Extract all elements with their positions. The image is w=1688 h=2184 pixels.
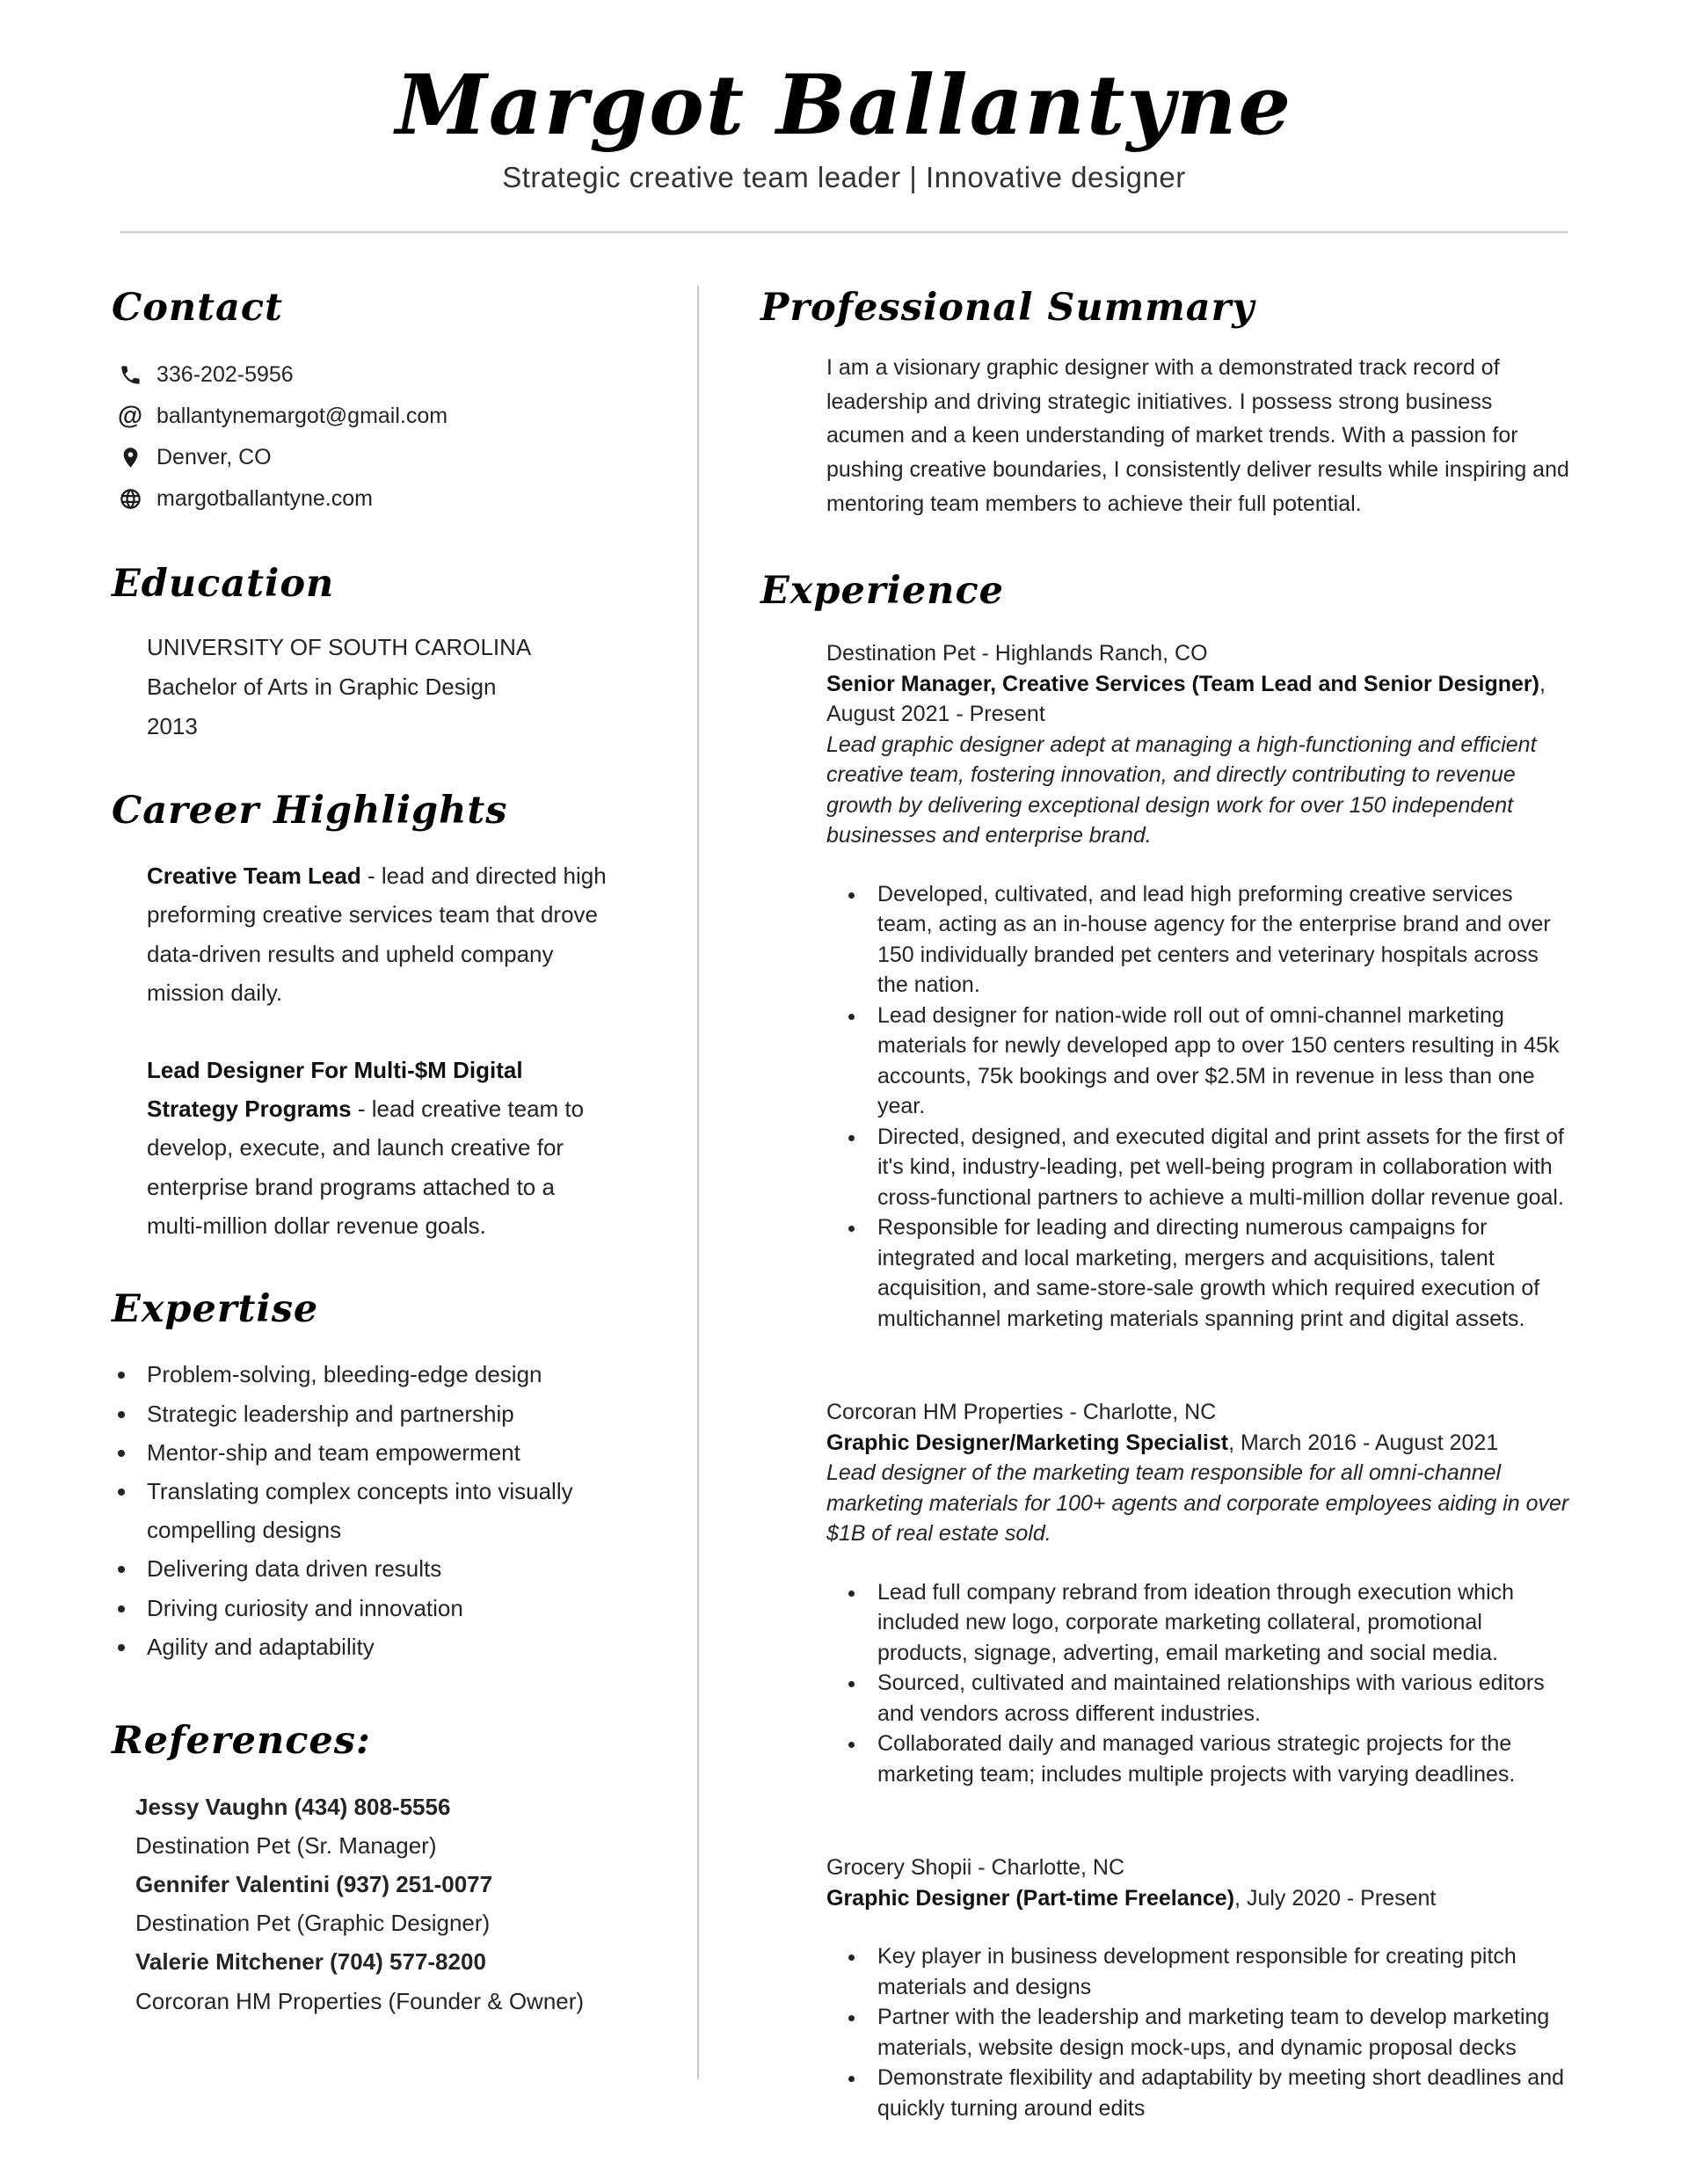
job-bullet: • Responsible for leading and directing numerous campaigns for integrated and local marketing, mergers and acquisitions, talent acquisition, and same-store-sale growth which required execution of multichannel marketing materials spanning print and digital assets. <box>867 1212 1574 1334</box>
content-columns <box>0 286 1688 2123</box>
job-dates: , March 2016 - August 2021 <box>1228 1430 1499 1455</box>
job-bullet: • Lead designer for nation-wide roll out of omni-channel marketing materials for newly developed app to over 150 centers resulting in 45k accounts, 75k bookings and over $2.5M in revenue in less than one year. <box>867 1001 1574 1122</box>
job-title: Senior Manager, Creative Services (Team Lead and Senior Designer) <box>826 671 1539 696</box>
job-company: Corcoran HM Properties - Charlotte, NC <box>826 1400 1217 1425</box>
job-bullet: • Key player in business development responsible for creating pitch materials and designs <box>867 1941 1574 2002</box>
expertise-item: • Strategic leadership and partnership <box>138 1394 609 1433</box>
header-divider <box>120 231 1568 233</box>
expertise-item: • Delivering data driven results <box>138 1549 609 1588</box>
job-bullet-list <box>826 1577 1574 1790</box>
reference-name-phone: Valerie Mitchener (704) 577-8200 <box>135 1948 486 1976</box>
job-title: Graphic Designer (Part-time Freelance) <box>826 1885 1235 1911</box>
globe-icon <box>117 485 143 512</box>
expertise-item: • Driving curiosity and innovation <box>138 1589 609 1627</box>
job-title: Graphic Designer/Marketing Specialist <box>826 1430 1229 1455</box>
job-bullet-list <box>826 1941 1574 2123</box>
contact-heading: Contact <box>112 286 283 331</box>
job-summary: Lead graphic designer adept at managing a high-functioning and efficient creative team, fostering innovation, and directly contributing to revenue growth by delivering exceptional design work for over 150 independent businesses and enterprise brand. <box>826 732 1537 848</box>
career-highlight-text: - lead and directed high preforming creative services team that drove data-driven results and upheld company mission daily. <box>147 863 607 1006</box>
contact-email-value: ballantynemargot@gmail.com <box>156 403 448 428</box>
expertise-list <box>112 1355 609 1666</box>
expertise-item: • Agility and adaptability <box>138 1627 609 1666</box>
career-highlights-list <box>112 856 609 1245</box>
job-company: Destination Pet - Highlands Ranch, CO <box>826 641 1208 666</box>
references-list <box>112 1787 609 2020</box>
job-bullet: • Developed, cultivated, and lead high preforming creative services team, acting as an in-house agency for the enterprise brand and over 150 individually branded pet centers and veterinary hospitals across the nation. <box>867 879 1574 1001</box>
expertise-item: • Mentor-ship and team empowerment <box>138 1433 609 1472</box>
contact-list <box>112 354 609 520</box>
reference-org: Corcoran HM Properties (Founder & Owner) <box>135 1987 585 2014</box>
career-highlight-title: Lead Designer For Multi-$M Digital Strategy Programs <box>147 1056 523 1123</box>
contact-phone-row <box>117 354 609 396</box>
education-year: 2013 <box>147 712 198 739</box>
career-highlight-item <box>147 1051 609 1245</box>
contact-website-value: margotballantyne.com <box>156 485 373 511</box>
job-bullet: • Partner with the leadership and marketing team to develop marketing materials, website design mock-ups, and dynamic proposal decks <box>867 2002 1574 2063</box>
job-bullet: • Directed, designed, and executed digital and print assets for the first of it's kind, industry-leading, pet well-being program in collaboration with cross-functional partners to achieve a multi-million dollar revenue goal. <box>867 1122 1574 1213</box>
education-entry <box>112 628 609 746</box>
phone-icon <box>117 361 143 388</box>
expertise-heading: Expertise <box>112 1286 319 1331</box>
job-bullet: • Collaborated daily and managed various strategic projects for the marketing team; includes multiple projects with varying deadlines. <box>867 1729 1574 1789</box>
reference-org: Destination Pet (Graphic Designer) <box>135 1910 491 1937</box>
job-bullet: • Sourced, cultivated and maintained relationships with various editors and vendors across different industries. <box>867 1668 1574 1729</box>
professional-summary-text: I am a visionary graphic designer with a demonstrated track record of leadership and driving strategic initiatives. I possess strong business acumen and a keen understanding of market trends. With a passion for pushing creative boundaries, I consistently deliver results while inspiring and mentoring team members to achieve their full potential. <box>826 354 1569 516</box>
job-entry-corcoran <box>760 1397 1574 1789</box>
professional-summary-heading: Professional Summary <box>760 286 1255 331</box>
job-bullet: • Lead full company rebrand from ideation through execution which included new logo, corporate marketing collateral, promotional products, signage, adverting, email marketing and social media. <box>867 1577 1574 1669</box>
career-highlight-title: Creative Team Lead <box>147 863 361 890</box>
reference-name-phone: Jessy Vaughn (434) 808-5556 <box>135 1793 451 1820</box>
career-highlight-item <box>147 856 609 1012</box>
job-entry-grocery-shopii <box>760 1853 1574 2123</box>
experience-heading: Experience <box>760 568 1004 613</box>
job-company: Grocery Shopii - Charlotte, NC <box>826 1855 1125 1881</box>
expertise-item: • Problem-solving, bleeding-edge design <box>138 1355 609 1394</box>
contact-website-row <box>117 478 609 520</box>
contact-location-value: Denver, CO <box>156 444 272 470</box>
contact-email-row <box>117 396 609 437</box>
reference-org: Destination Pet (Sr. Manager) <box>135 1831 437 1859</box>
tagline: Strategic creative team leader | Innovative designer <box>502 161 1186 194</box>
right-column <box>699 286 1688 2123</box>
job-bullet-list <box>826 879 1574 1335</box>
left-column <box>0 286 697 2020</box>
education-school: UNIVERSITY OF SOUTH CAROLINA <box>147 634 532 661</box>
references-heading: References: <box>112 1718 371 1763</box>
job-title-line <box>826 1428 1574 1459</box>
job-dates: August 2021 - Present <box>826 702 1045 727</box>
job-title-suffix: , <box>1539 671 1546 696</box>
job-entry-destination-pet <box>760 638 1574 1334</box>
job-title-line <box>826 669 1574 700</box>
resume-header <box>0 0 1688 233</box>
job-dates: , July 2020 - Present <box>1234 1885 1437 1911</box>
location-pin-icon <box>117 444 143 470</box>
contact-location-row <box>117 437 609 478</box>
career-highlight-text: - lead creative team to develop, execute, and launch creative for enterprise brand programs attached to a multi-million dollar revenue goals. <box>147 1096 585 1239</box>
career-highlights-heading: Career Highlights <box>112 788 508 833</box>
job-title-line <box>826 1883 1574 1914</box>
reference-name-phone: Gennifer Valentini (937) 251-0077 <box>135 1870 493 1897</box>
education-degree: Bachelor of Arts in Graphic Design <box>147 673 497 701</box>
contact-phone-value: 336-202-5956 <box>156 361 294 387</box>
job-bullet: • Demonstrate flexibility and adaptability by meeting short deadlines and quickly turning around edits <box>867 2063 1574 2123</box>
person-name: Margot Ballantyne <box>395 57 1293 154</box>
job-summary: Lead designer of the marketing team responsible for all omni-channel marketing materials for 100+ agents and corporate employees aiding in over $1B of real estate sold. <box>826 1460 1569 1547</box>
education-heading: Education <box>112 561 335 606</box>
at-icon: @ <box>117 401 143 430</box>
expertise-item: • Translating complex concepts into visually compelling designs <box>138 1472 609 1549</box>
